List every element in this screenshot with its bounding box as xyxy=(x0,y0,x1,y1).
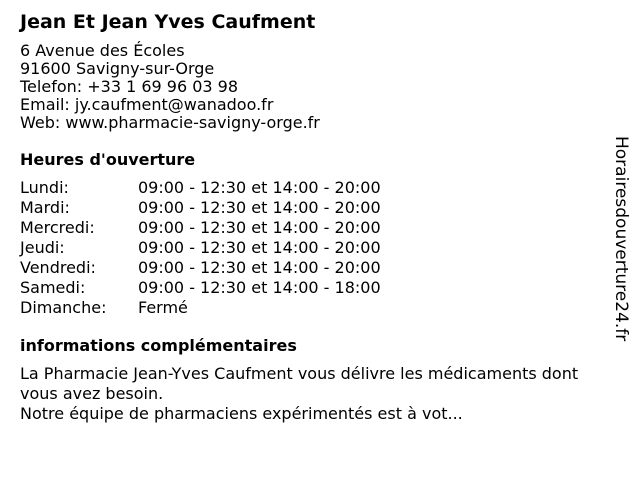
web-line[interactable]: Web: www.pharmacie-savigny-orge.fr xyxy=(20,113,320,132)
email-line[interactable]: Email: jy.caufment@wanadoo.fr xyxy=(20,95,274,114)
address-line-1: 6 Avenue des Écoles xyxy=(20,41,185,60)
day-label: Vendredi: xyxy=(20,258,96,277)
hours-value: 09:00 - 12:30 et 14:00 - 18:00 xyxy=(138,278,381,297)
address-line-2: 91600 Savigny-sur-Orge xyxy=(20,59,215,78)
info-paragraph-1: La Pharmacie Jean-Yves Caufment vous délivre les médicaments dont vous avez besoin. xyxy=(20,364,579,403)
hours-value: 09:00 - 12:30 et 14:00 - 20:00 xyxy=(138,258,381,277)
info-paragraph-2: Notre équipe de pharmaciens expérimentés est à vot... xyxy=(20,404,463,423)
hours-value: 09:00 - 12:30 et 14:00 - 20:00 xyxy=(138,238,381,257)
brand-watermark: Horairesdouverture24.fr xyxy=(611,136,631,342)
day-label: Dimanche: xyxy=(20,298,107,317)
table-row xyxy=(20,298,381,318)
table-row xyxy=(20,278,381,298)
contact-block xyxy=(20,42,620,132)
day-label: Lundi: xyxy=(20,178,69,197)
table-row xyxy=(20,198,381,218)
hours-heading: Heures d'ouverture xyxy=(20,150,196,169)
hours-value: 09:00 - 12:30 et 14:00 - 20:00 xyxy=(138,178,381,197)
day-label: Samedi: xyxy=(20,278,86,297)
phone-line[interactable]: Telefon: +33 1 69 96 03 98 xyxy=(20,77,239,96)
day-label: Mardi: xyxy=(20,198,70,217)
info-heading: informations complémentaires xyxy=(20,336,297,355)
hours-value: 09:00 - 12:30 et 14:00 - 20:00 xyxy=(138,218,381,237)
pharmacy-card xyxy=(20,10,620,424)
day-label: Mercredi: xyxy=(20,218,95,237)
opening-hours-table xyxy=(20,178,381,318)
table-row xyxy=(20,218,381,238)
table-row xyxy=(20,178,381,198)
hours-value: Fermé xyxy=(138,298,188,317)
page-title: Jean Et Jean Yves Caufment xyxy=(20,11,316,33)
hours-value: 09:00 - 12:30 et 14:00 - 20:00 xyxy=(138,198,381,217)
info-description xyxy=(20,364,620,424)
table-row xyxy=(20,258,381,278)
day-label: Jeudi: xyxy=(20,238,65,257)
table-row xyxy=(20,238,381,258)
